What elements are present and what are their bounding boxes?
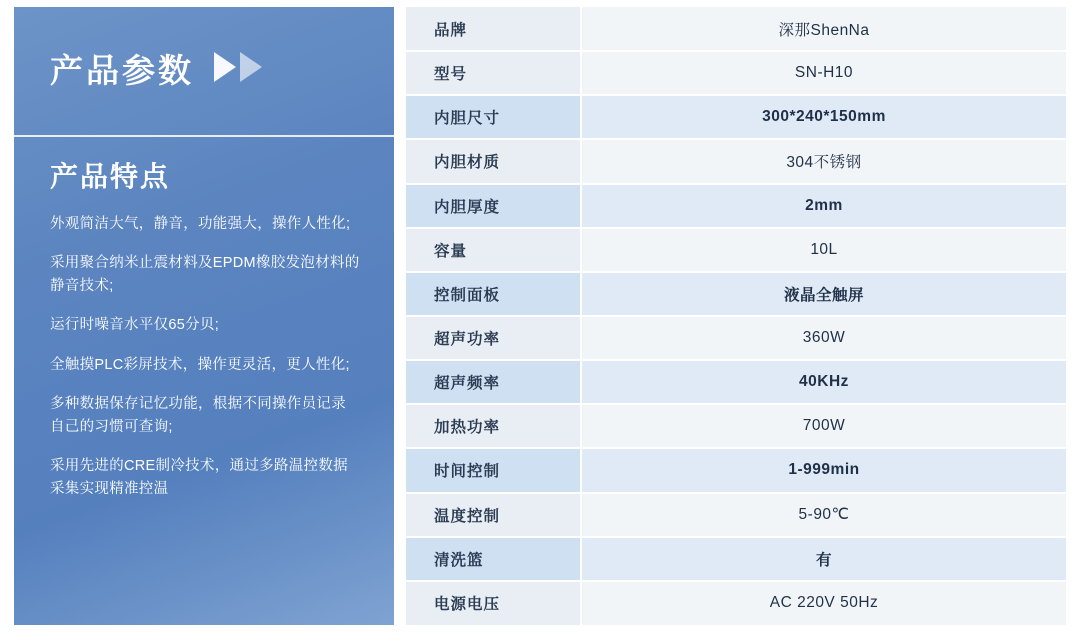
spec-key: 控制面板 xyxy=(406,272,581,316)
table-row xyxy=(406,51,1066,95)
spec-key: 时间控制 xyxy=(406,448,581,492)
table-row xyxy=(406,228,1066,272)
spec-value: 10L xyxy=(581,228,1066,272)
list-item: 运行时噪音水平仅65分贝; xyxy=(50,317,220,334)
table-row xyxy=(406,316,1066,360)
spec-value: 360W xyxy=(581,316,1066,360)
table-row xyxy=(406,493,1066,537)
spec-value: 40KHz xyxy=(581,360,1066,404)
list-item: 多种数据保存记忆功能，根据不同操作员记录自己的习惯可查询; xyxy=(50,396,346,435)
spec-value: 液晶全触屏 xyxy=(581,272,1066,316)
spec-key: 电源电压 xyxy=(406,581,581,625)
table-row xyxy=(406,360,1066,404)
table-row xyxy=(406,139,1066,183)
table-row xyxy=(406,7,1066,51)
table-row xyxy=(406,272,1066,316)
spec-value: 有 xyxy=(581,537,1066,581)
spec-key: 温度控制 xyxy=(406,493,581,537)
spec-value: 5-90℃ xyxy=(581,493,1066,537)
table-row xyxy=(406,95,1066,139)
spec-key: 清洗篮 xyxy=(406,537,581,581)
spec-key: 内胆尺寸 xyxy=(406,95,581,139)
list-item: 外观简洁大气，静音，功能强大，操作人性化; xyxy=(50,216,351,232)
spec-key: 超声频率 xyxy=(406,360,581,404)
spec-key: 内胆材质 xyxy=(406,139,581,183)
spec-value: 深那ShenNa xyxy=(581,7,1066,51)
spec-key: 容量 xyxy=(406,228,581,272)
spec-key: 型号 xyxy=(406,51,581,95)
header-divider xyxy=(14,135,394,137)
table-row xyxy=(406,404,1066,448)
table-row xyxy=(406,184,1066,228)
spec-value: 1-999min xyxy=(581,448,1066,492)
spec-value: SN-H10 xyxy=(581,51,1066,95)
left-panel xyxy=(14,7,394,625)
page-title: 产品参数 xyxy=(50,51,194,89)
spec-key: 加热功率 xyxy=(406,404,581,448)
spec-value: AC 220V 50Hz xyxy=(581,581,1066,625)
spec-key: 品牌 xyxy=(406,7,581,51)
spec-value: 304不锈钢 xyxy=(581,139,1066,183)
spec-table xyxy=(406,7,1066,625)
list-item: 采用聚合纳米止震材料及EPDM橡胶发泡材料的静音技术; xyxy=(50,255,360,294)
spec-value: 700W xyxy=(581,404,1066,448)
features-title: 产品特点 xyxy=(50,161,171,192)
list-item: 全触摸PLC彩屏技术，操作更灵活，更人性化; xyxy=(50,356,350,373)
spec-value: 300*240*150mm xyxy=(581,95,1066,139)
double-chevron-right-icon xyxy=(214,50,276,84)
spec-key: 内胆厚度 xyxy=(406,184,581,228)
table-row xyxy=(406,537,1066,581)
features-section xyxy=(14,137,394,500)
spec-key: 超声功率 xyxy=(406,316,581,360)
panel-header xyxy=(14,7,394,137)
list-item: 采用先进的CRE制冷技术，通过多路温控数据采集实现精准控温 xyxy=(50,458,348,497)
spec-value: 2mm xyxy=(581,184,1066,228)
table-row xyxy=(406,581,1066,625)
table-row xyxy=(406,448,1066,492)
